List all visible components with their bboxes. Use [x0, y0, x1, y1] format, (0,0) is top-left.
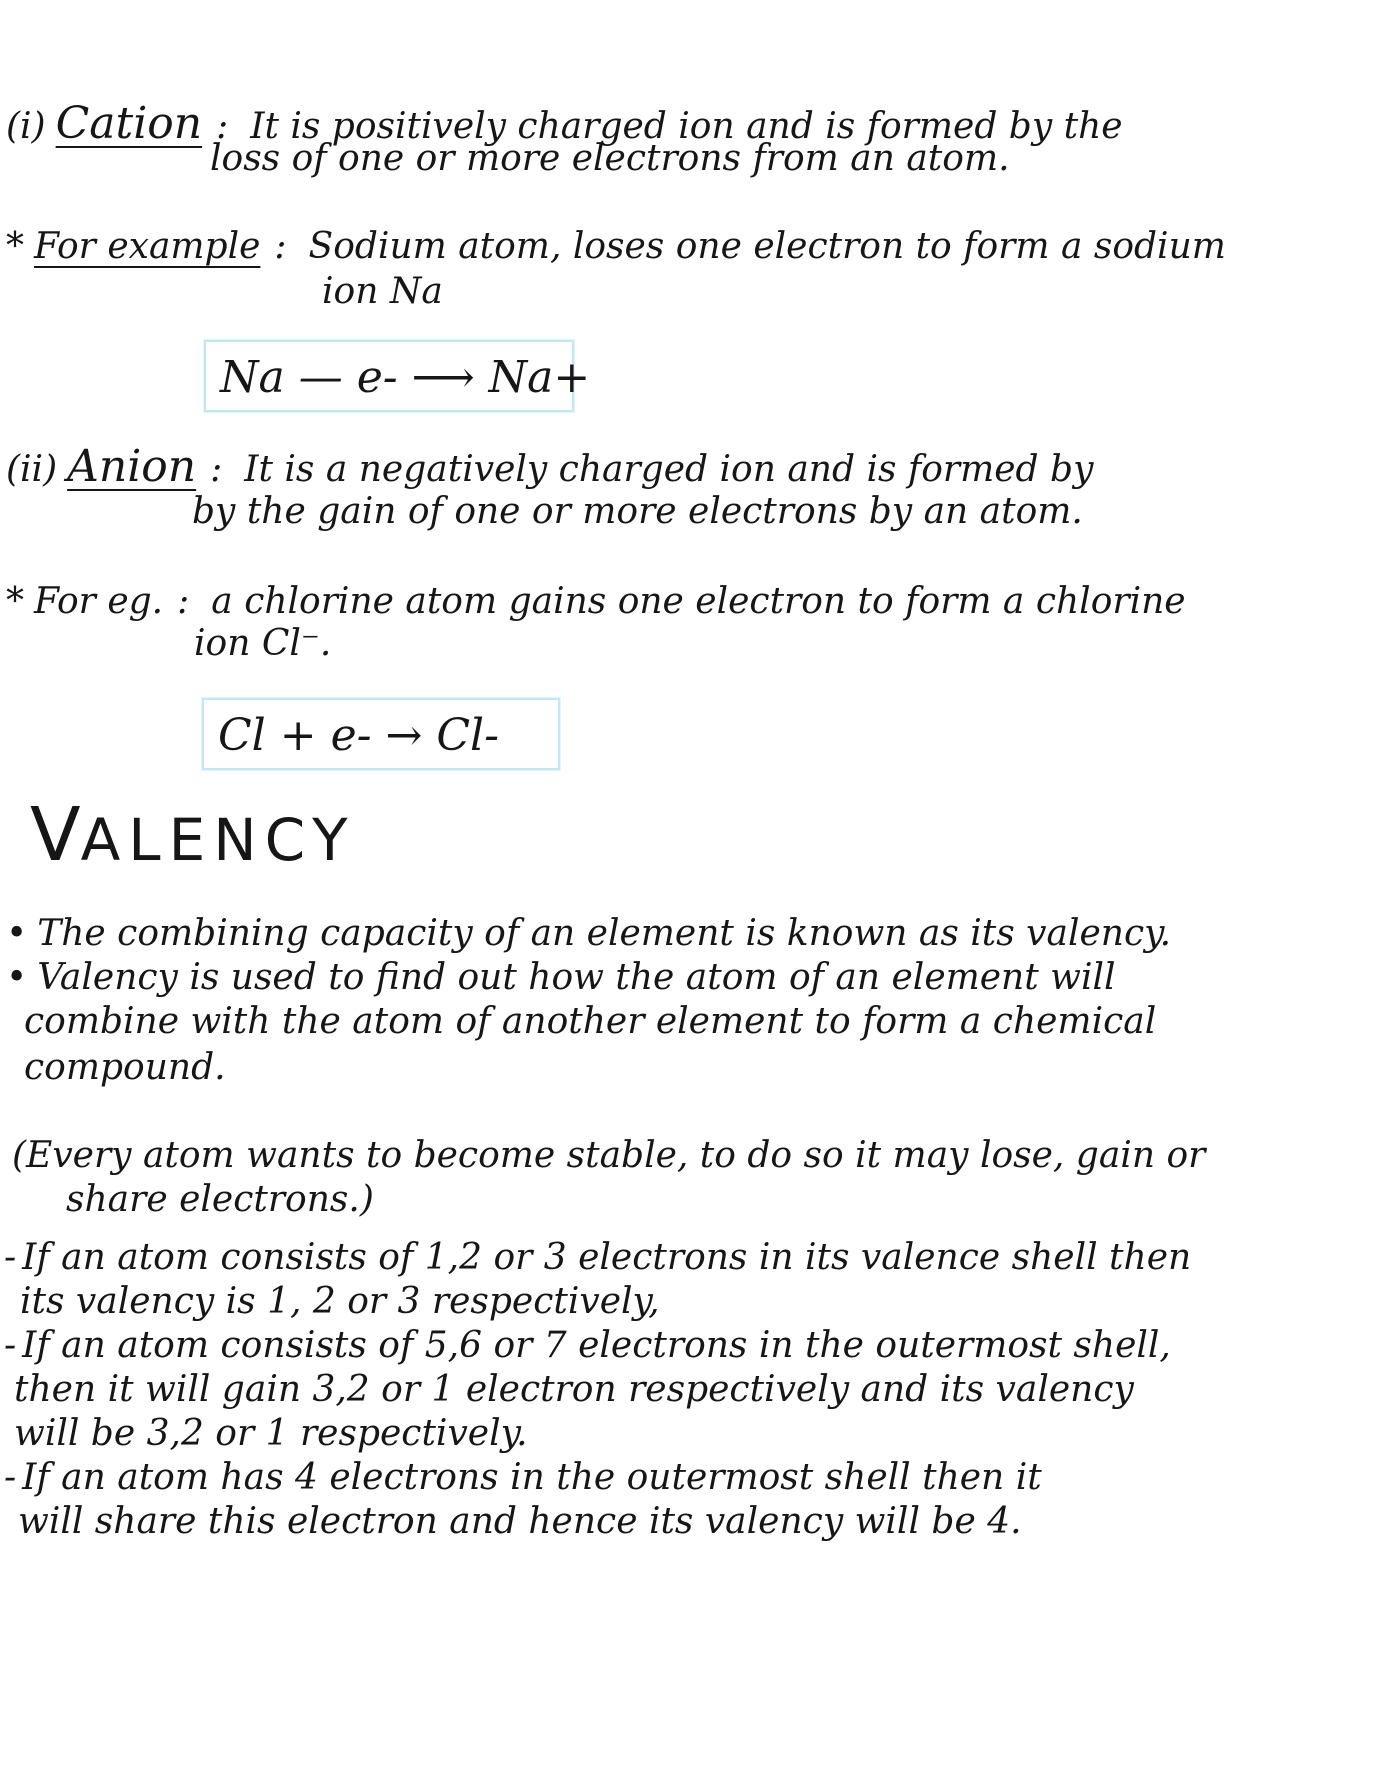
stability-note-line-2: share electrons.) — [66, 1179, 374, 1220]
star-marker: * — [6, 581, 24, 622]
cation-term: Cation — [55, 98, 203, 149]
dash-marker: - — [4, 1457, 17, 1498]
anion-example-line-2: ion Cl⁻. — [194, 623, 332, 664]
valency-heading — [30, 792, 356, 878]
anion-example-separator: : — [177, 581, 190, 622]
valency-rule-1-line-1 — [4, 1236, 1191, 1280]
valency-rule-3-text-1: If an atom has 4 electrons in the outermost shell then it — [22, 1457, 1042, 1498]
valency-bullet-2-line-3: compound. — [24, 1047, 226, 1088]
valency-bullet-1 — [6, 912, 1171, 956]
anion-separator: : — [210, 449, 223, 490]
anion-example-line-1 — [6, 580, 1186, 624]
bullet-marker: • — [6, 957, 28, 998]
bullet-marker: • — [6, 913, 28, 954]
cation-label: (i) — [6, 106, 46, 147]
dash-marker: - — [4, 1237, 17, 1278]
cation-separator: : — [216, 106, 229, 147]
valency-rule-2-line-1 — [4, 1324, 1171, 1368]
dash-marker: - — [4, 1325, 17, 1366]
cation-example-separator: : — [274, 226, 287, 267]
cation-example-line-2: ion Na — [322, 271, 443, 312]
stability-note-line-1: (Every atom wants to become stable, to do so it may lose, gain or — [12, 1135, 1206, 1176]
chloride-ion-equation: Cl + e- → Cl- — [202, 698, 560, 770]
valency-rule-2-line-3: will be 3,2 or 1 respectively. — [14, 1413, 528, 1454]
anion-example-text-1: a chlorine atom gains one electron to form a chlorine — [211, 581, 1186, 622]
valency-rule-3-line-1 — [4, 1456, 1042, 1500]
valency-bullet-2-text-1: Valency is used to find out how the atom of an element will — [37, 957, 1116, 998]
sodium-ion-equation: Na — e- ⟶ Na+ — [204, 340, 574, 412]
valency-rule-2-line-2: then it will gain 3,2 or 1 electron respectively and its valency — [14, 1369, 1134, 1410]
anion-definition-line-2: by the gain of one or more electrons by an atom. — [192, 491, 1083, 532]
anion-example-label: For eg. — [34, 581, 164, 622]
anion-label: (ii) — [6, 449, 58, 490]
valency-rule-3-line-2: will share this electron and hence its valency will be 4. — [18, 1501, 1022, 1542]
valency-heading-initial: V — [30, 792, 81, 878]
cation-definition-text-1: It is positively charged ion and is formed by the — [250, 106, 1123, 147]
cation-example-text-1: Sodium atom, loses one electron to form a sodium — [308, 226, 1226, 267]
star-marker: * — [6, 226, 24, 267]
valency-rule-1-line-2: its valency is 1, 2 or 3 respectively, — [20, 1281, 660, 1322]
cation-example-line-1 — [6, 225, 1226, 269]
valency-bullet-2-line-2: combine with the atom of another element to form a chemical — [24, 1001, 1157, 1042]
anion-definition-line-1 — [6, 441, 1094, 492]
valency-bullet-1-text: The combining capacity of an element is known as its valency. — [37, 913, 1172, 954]
valency-bullet-2-line-1 — [6, 956, 1116, 1000]
valency-rule-1-text-1: If an atom consists of 1,2 or 3 electrons in its valence shell then — [22, 1237, 1192, 1278]
cation-example-label: For example — [34, 226, 261, 267]
cation-definition-line-2: loss of one or more electrons from an atom. — [210, 138, 1010, 179]
valency-rule-2-text-1: If an atom consists of 5,6 or 7 electrons in the outermost shell, — [22, 1325, 1171, 1366]
anion-definition-text-1: It is a negatively charged ion and is formed by — [244, 449, 1094, 490]
anion-term: Anion — [67, 441, 197, 492]
valency-heading-rest: ALENCY — [80, 806, 356, 874]
